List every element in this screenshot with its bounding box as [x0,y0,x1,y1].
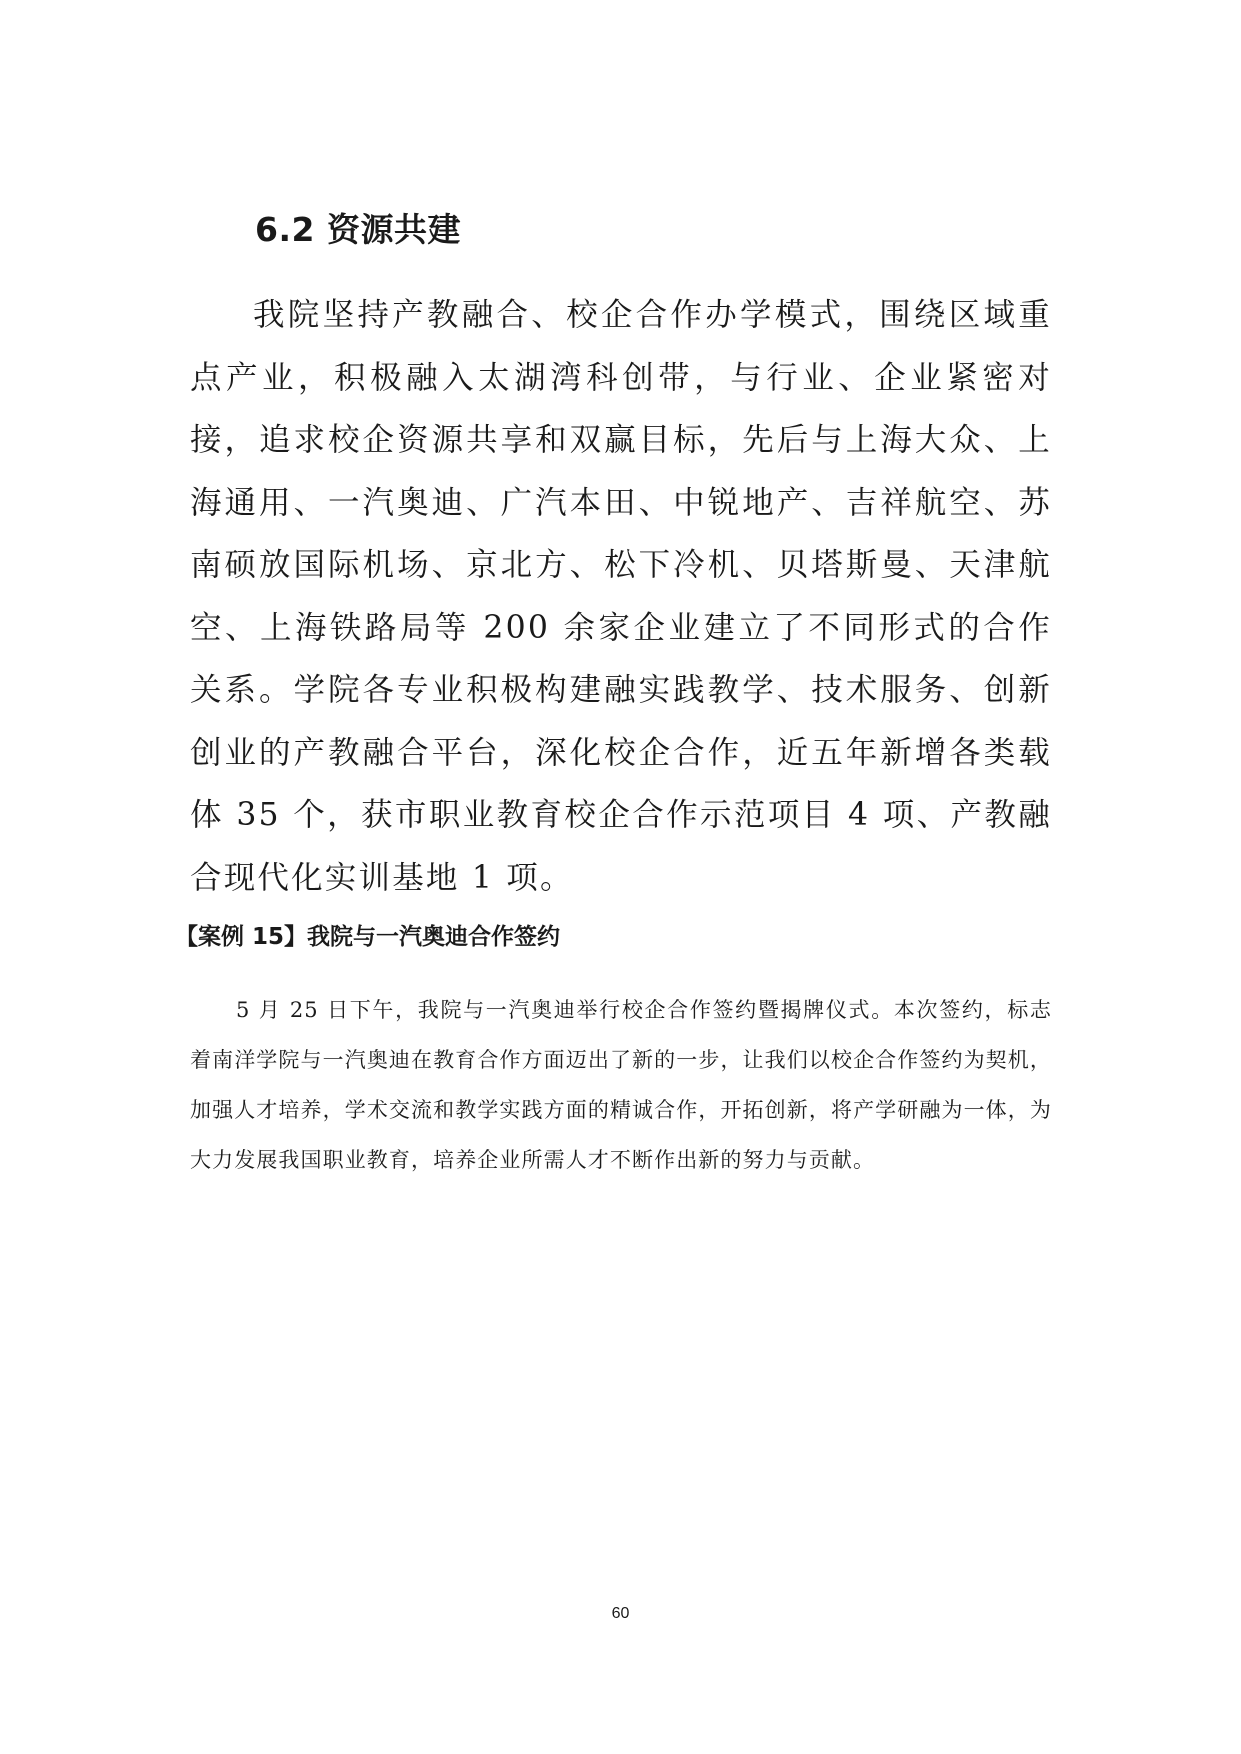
section-heading: 6.2 资源共建 [255,210,461,249]
case-paragraph: 5 月 25 日下午，我院与一汽奥迪举行校企合作签约暨揭牌仪式。本次签约，标志着南洋学院与一汽奥迪在教育合作方面迈出了新的一步，让我们以校企合作签约为契机，加强人才培养，学术交流和教学实践方面的精诚合作，开拓创新，将产学研融为一体，为大力发展我国职业教育，培养企业所需人才不断作出新的努力与贡献。 [190,998,1052,1172]
case-title: 【案例 15】我院与一汽奥迪合作签约 [175,924,561,950]
page-number: 60 [611,1605,630,1622]
section-paragraph: 我院坚持产教融合、校企合作办学模式，围绕区域重点产业，积极融入太湖湾科创带，与行业、企业紧密对接，追求校企资源共享和双赢目标，先后与上海大众、上海通用、一汽奥迪、广汽本田、中锐地产、吉祥航空、苏南硕放国际机场、京北方、松下冷机、贝塔斯曼、天津航空、上海铁路局等 200 余家企业建立了不同形式的合作关系。学院各专业积极构建融实践教学、技术服务、创新创业的产教融合平台，深化校企合作，近五年新增各类载体 35 个，获市职业教育校企合作示范项目 4 项、产教融合现代化实训基地 1 项。 [190,297,1052,896]
